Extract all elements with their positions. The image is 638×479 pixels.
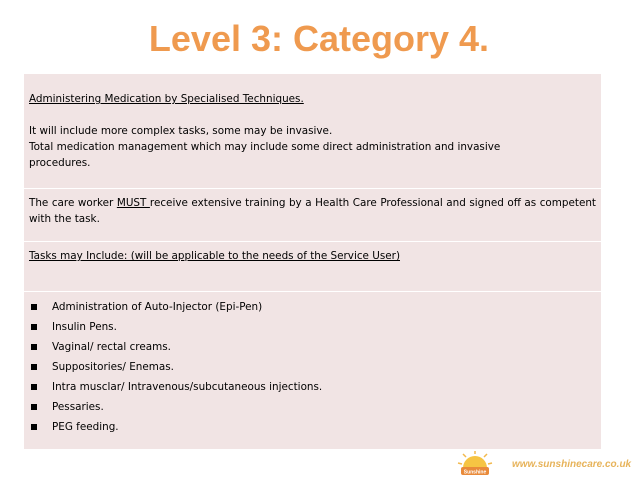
row-heading: Administering Medication by Specialised Techniques. xyxy=(29,93,304,105)
list-item: Suppositories/ Enemas. xyxy=(29,357,596,377)
bullet-icon xyxy=(31,304,37,310)
table-row xyxy=(24,189,601,242)
row-text-line: Total medication management which may include some direct administration and invasive xyxy=(29,141,501,153)
svg-text:Sunshine: Sunshine xyxy=(463,469,487,476)
tasks-heading: Tasks may Include: (will be applicable to the needs of the Service User) xyxy=(29,250,400,262)
table-row xyxy=(24,74,601,189)
bullet-icon xyxy=(31,404,37,410)
list-item: Administration of Auto-Injector (Epi-Pen) xyxy=(29,297,596,317)
bullet-icon xyxy=(31,364,37,370)
sunshine-logo-icon xyxy=(453,451,497,477)
bullet-icon xyxy=(31,384,37,390)
slide-title: Level 3: Category 4. xyxy=(148,18,490,59)
list-item: Vaginal/ rectal creams. xyxy=(29,337,596,357)
bullet-icon xyxy=(31,344,37,350)
row-text-line: It will include more complex tasks, some may be invasive. xyxy=(29,125,333,137)
row-text: receive extensive training by a Health Care Professional and signed off as competent with the task. xyxy=(29,197,596,225)
list-item: PEG feeding. xyxy=(29,417,596,437)
footer-url[interactable]: www.sunshinecare.co.uk xyxy=(512,459,632,470)
table-row xyxy=(24,242,601,292)
row-text-line: procedures. xyxy=(29,157,91,169)
row-text: The care worker xyxy=(29,197,117,209)
content-table xyxy=(24,74,601,449)
list-item: Pessaries. xyxy=(29,397,596,417)
bullet-icon xyxy=(31,424,37,430)
list-item: Intra musclar/ Intravenous/subcutaneous injections. xyxy=(29,377,596,397)
task-list xyxy=(29,297,596,437)
bullet-icon xyxy=(31,324,37,330)
list-item: Insulin Pens. xyxy=(29,317,596,337)
table-row xyxy=(24,292,601,449)
emphasis-text: MUST xyxy=(116,197,150,209)
